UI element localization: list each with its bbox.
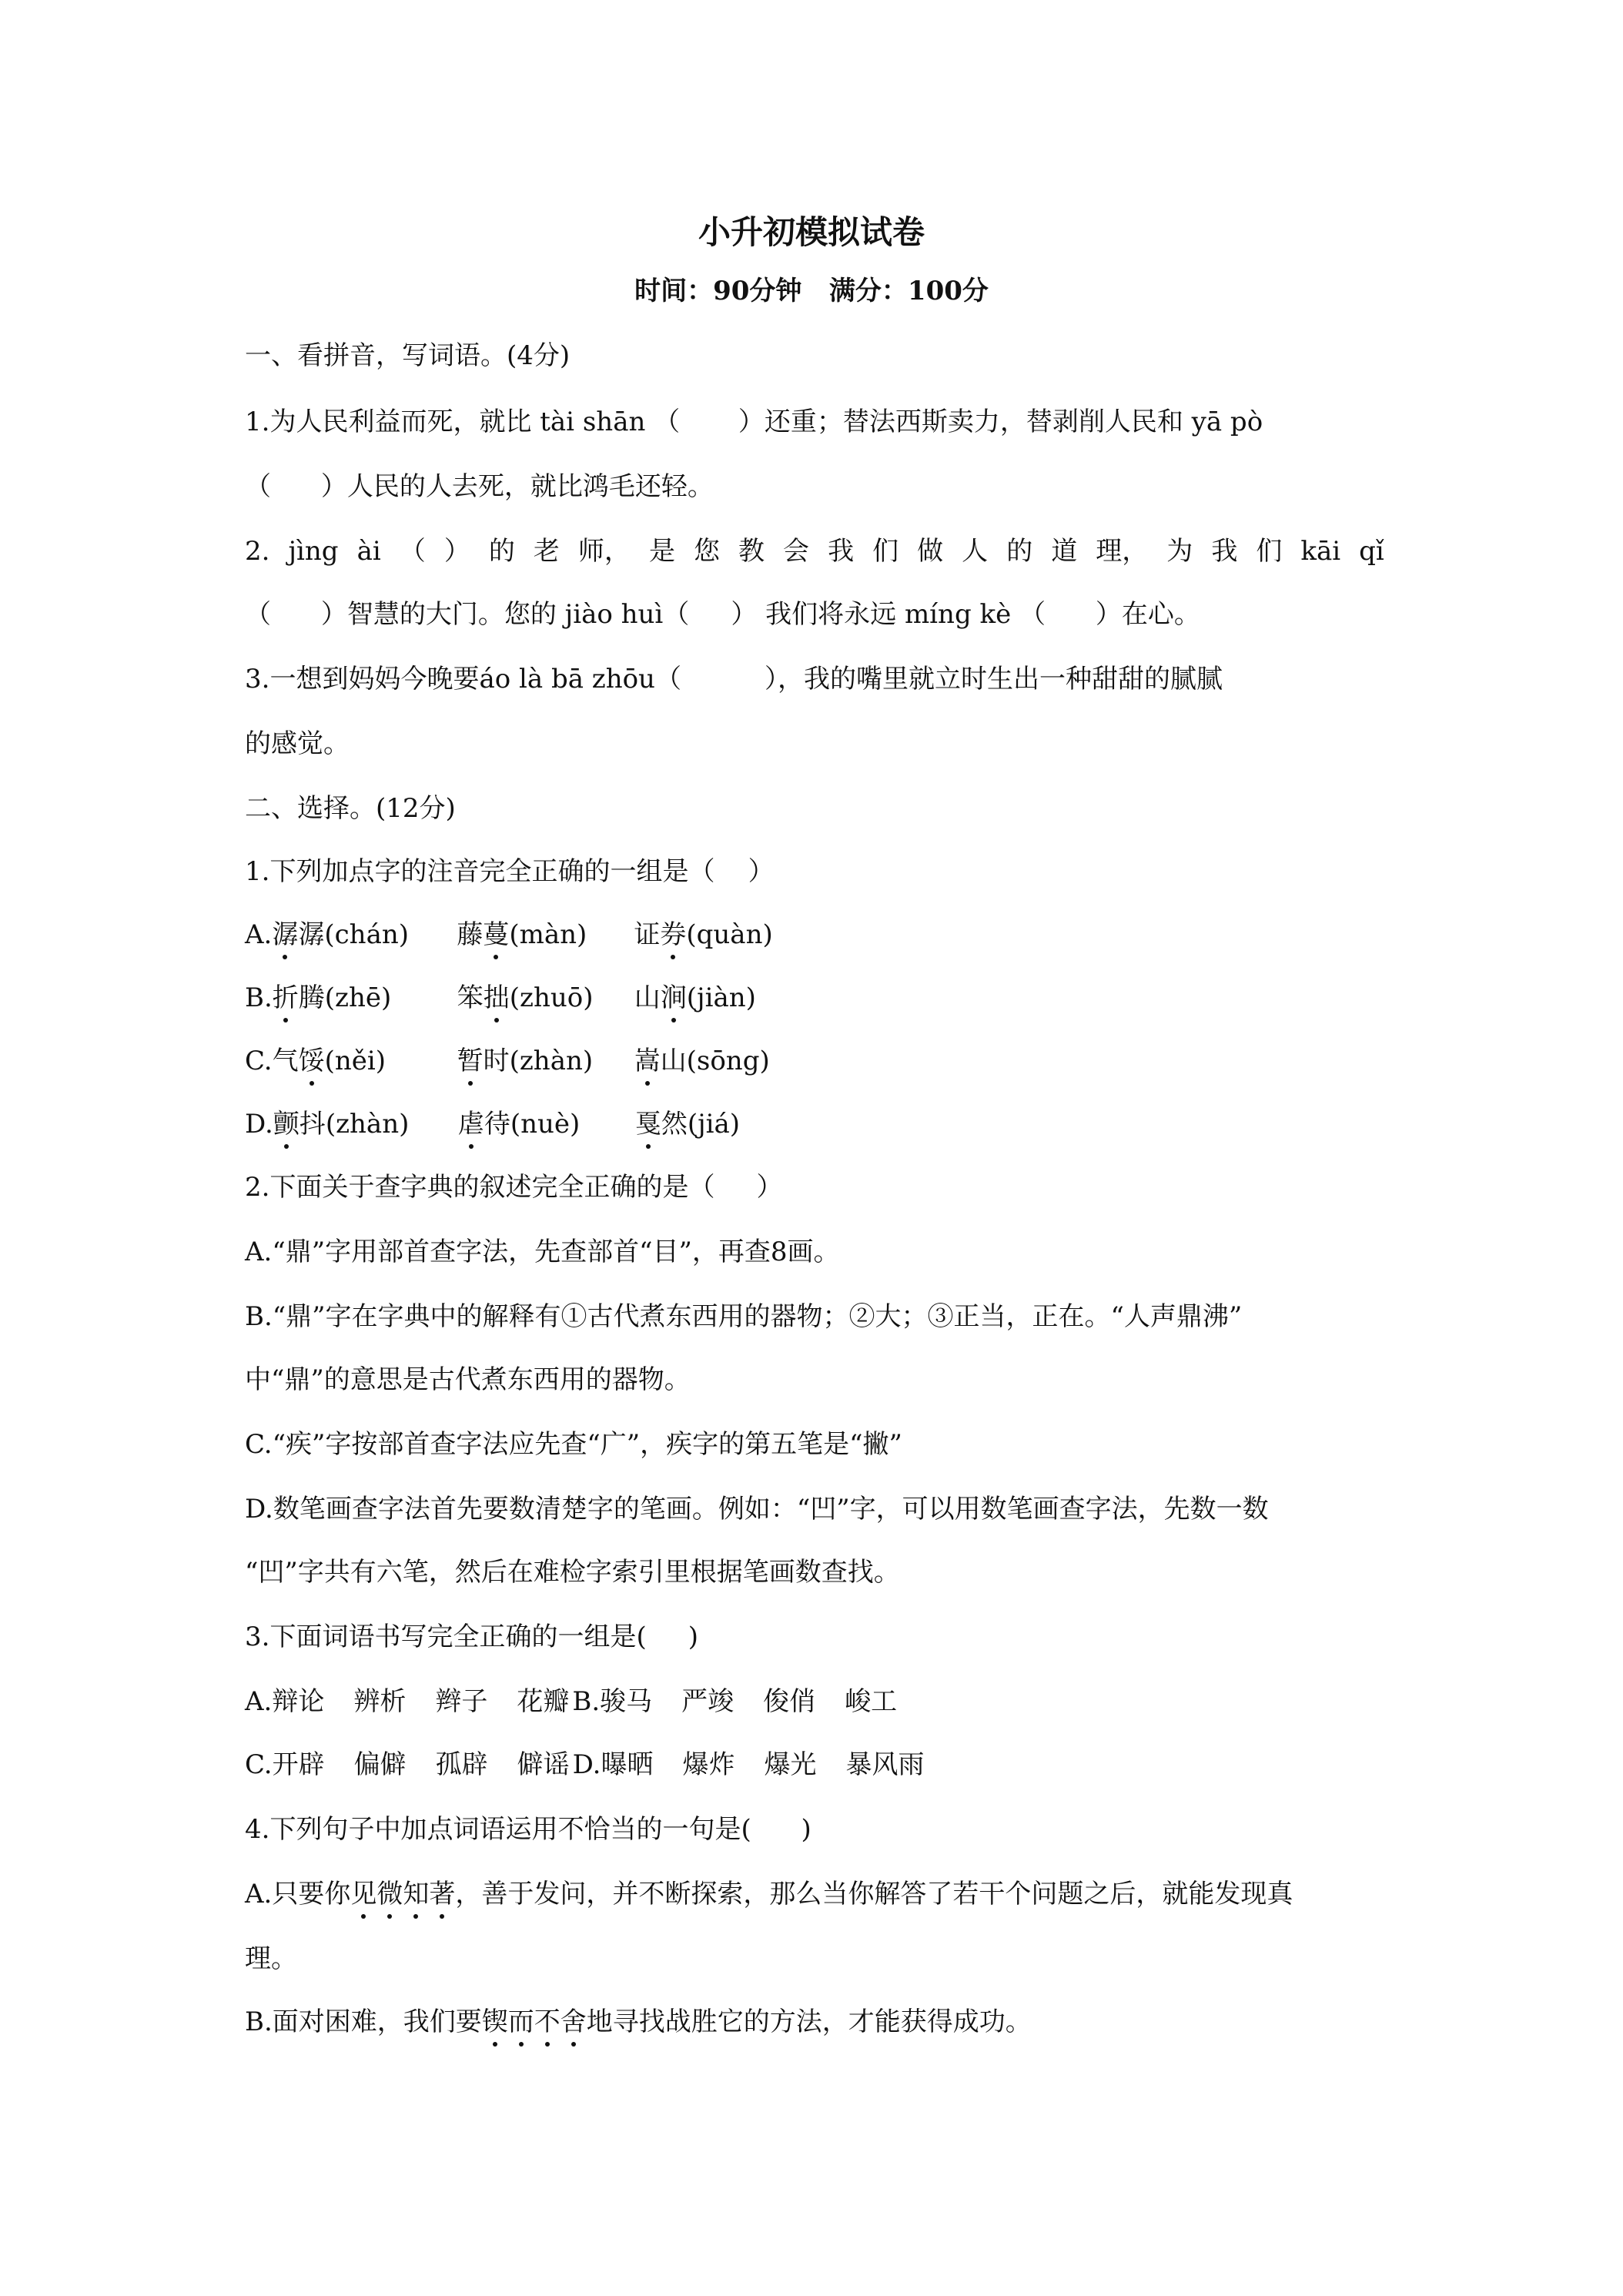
s1-q2-tok: 是 bbox=[648, 536, 675, 567]
s1-q2-line2: （ ）智慧的大门。您的 jiào huì（ ） 我们将永远 míng kè （ ）在心。 bbox=[245, 599, 1200, 630]
s1-q1-line2: （ ）人民的人去死，就比鸿毛还轻。 bbox=[245, 471, 714, 502]
word: C.开辟 bbox=[245, 1749, 325, 1780]
s2-q4-option-b: B.面对困难，我们要锲而不舍地寻找战胜它的方法，才能获得成功。 bbox=[245, 2006, 1032, 2037]
s1-q2-line1 bbox=[245, 534, 1384, 568]
option-label: D. bbox=[245, 1109, 273, 1140]
option-label: C. bbox=[245, 1046, 273, 1076]
s2-q1-option-b bbox=[245, 981, 1384, 1015]
s1-q2-tok: 们 bbox=[872, 536, 899, 567]
s1-q2-tok: 我 bbox=[828, 536, 855, 567]
section2-heading: 二、选择。(12分) bbox=[245, 793, 456, 824]
option-item: 戛然(jiá) bbox=[634, 1109, 741, 1140]
option-item: 证券(quàn) bbox=[634, 919, 773, 950]
s2-q2-stem: 2.下面关于查字典的叙述完全正确的是（ ） bbox=[245, 1172, 783, 1203]
option-item: 山涧(jiàn) bbox=[634, 982, 756, 1013]
s2-q4-stem: 4.下列句子中加点词语运用不恰当的一句是( ) bbox=[245, 1814, 812, 1845]
s2-q3-stem: 3.下面词语书写完全正确的一组是( ) bbox=[245, 1622, 699, 1652]
s2-q2-option-b-line2: 中“鼎”的意思是古代煮东西用的器物。 bbox=[245, 1364, 691, 1395]
s2-q3-row-cd bbox=[245, 1748, 1384, 1782]
exam-title: 小升初模拟试卷 bbox=[698, 213, 925, 251]
s1-q2-tok: 理， bbox=[1096, 536, 1149, 567]
s1-q2-tok: 会 bbox=[783, 536, 810, 567]
section1-heading: 一、看拼音，写词语。(4分) bbox=[245, 340, 571, 371]
s1-q2-tok: 我 bbox=[1211, 536, 1238, 567]
s1-q2-tok: 2. bbox=[245, 536, 270, 567]
word: 辨析 bbox=[353, 1686, 407, 1717]
word: 爆光 bbox=[764, 1749, 817, 1780]
s1-q1-line1: 1.为人民利益而死，就比 tài shān （ ）还重；替法西斯卖力，替剥削人民和 yā pò bbox=[245, 407, 1263, 437]
word: 爆炸 bbox=[682, 1749, 735, 1780]
s1-q2-tok: ） bbox=[443, 536, 470, 567]
s2-q2-option-d-line2: “凹”字共有六笔，然后在难检字索引里根据笔画数查找。 bbox=[245, 1557, 900, 1588]
s1-q2-tok: 做 bbox=[917, 536, 944, 567]
s1-q3-line1: 3.一想到妈妈今晚要áo là bā zhōu（ ），我的嘴里就立时生出一种甜甜的腻腻 bbox=[245, 664, 1223, 694]
option-item: 折腾(zhē) bbox=[272, 982, 392, 1013]
s1-q2-tok: qǐ bbox=[1359, 536, 1384, 567]
word: A.辩论 bbox=[245, 1686, 325, 1717]
s1-q2-tok: 教 bbox=[738, 536, 765, 567]
option-item: 藤蔓(màn) bbox=[457, 919, 587, 950]
s1-q2-tok: （ bbox=[399, 536, 426, 567]
option-label: B. bbox=[245, 982, 273, 1013]
word: 花瓣 bbox=[517, 1686, 570, 1717]
word: 孤辟 bbox=[435, 1749, 488, 1780]
s1-q3-line2: 的感觉。 bbox=[245, 728, 350, 759]
s2-q1-option-a bbox=[245, 918, 1384, 952]
s2-q2-option-a: A.“鼎”字用部首查字法，先查部首“目”，再查8画。 bbox=[245, 1237, 840, 1267]
s1-q2-tok: 为 bbox=[1166, 536, 1193, 567]
word: B.骏马 bbox=[572, 1686, 653, 1717]
s1-q2-tok: kāi bbox=[1300, 536, 1341, 567]
s2-q2-option-c: C.“疾”字按部首查字法应先查“广”，疾字的第五笔是“撇” bbox=[245, 1429, 902, 1460]
word: D.曝晒 bbox=[572, 1749, 654, 1780]
s1-q2-tok: 的 bbox=[1006, 536, 1033, 567]
option-item: 气馁(něi) bbox=[272, 1046, 387, 1076]
s2-q1-option-c bbox=[245, 1044, 1384, 1078]
word: 僻谣 bbox=[517, 1749, 570, 1780]
word: 辫子 bbox=[435, 1686, 488, 1717]
s1-q2-tok: 道 bbox=[1051, 536, 1078, 567]
s2-q4-option-a-line1: A.只要你见微知著，善于发问，并不断探索，那么当你解答了若干个问题之后，就能发现真 bbox=[245, 1879, 1293, 1909]
s1-q2-tok: 的 bbox=[488, 536, 515, 567]
s1-q2-tok: jìng bbox=[288, 536, 339, 567]
word: 俊俏 bbox=[763, 1686, 816, 1717]
s2-q1-option-d bbox=[245, 1107, 1384, 1141]
s1-q2-tok: 您 bbox=[693, 536, 720, 567]
s1-q2-tok: ài bbox=[356, 536, 381, 567]
word: 暴风雨 bbox=[845, 1749, 925, 1780]
word: 严竣 bbox=[681, 1686, 735, 1717]
s2-q2-option-b-line1: B.“鼎”字在字典中的解释有①古代煮东西用的器物；②大；③正当，正在。“人声鼎沸” bbox=[245, 1301, 1243, 1332]
s2-q4-option-a-line2: 理。 bbox=[245, 1943, 297, 1974]
option-item: 虐待(nuè) bbox=[457, 1109, 581, 1140]
s1-q2-tok: 老 bbox=[533, 536, 560, 567]
option-item: 嵩山(sōng) bbox=[634, 1046, 770, 1076]
s2-q2-option-d-line1: D.数笔画查字法首先要数清楚字的笔画。例如：“凹”字，可以用数笔画查字法，先数一数 bbox=[245, 1494, 1269, 1525]
s2-q1-stem: 1.下列加点字的注音完全正确的一组是（ ） bbox=[245, 856, 775, 887]
s1-q2-tok: 师， bbox=[577, 536, 631, 567]
s1-q2-tok: 们 bbox=[1256, 536, 1283, 567]
option-item: 暂时(zhàn) bbox=[457, 1046, 594, 1076]
word: 偏僻 bbox=[353, 1749, 407, 1780]
s2-q3-row-ab bbox=[245, 1685, 1384, 1719]
option-item: 颤抖(zhàn) bbox=[273, 1109, 410, 1140]
option-item: 潺潺(chán) bbox=[272, 919, 410, 950]
option-label: A. bbox=[245, 919, 273, 950]
s1-q2-tok: 人 bbox=[962, 536, 989, 567]
word: 峻工 bbox=[845, 1686, 898, 1717]
option-item: 笨拙(zhuō) bbox=[457, 982, 594, 1013]
exam-subtitle: 时间：90分钟 满分：100分 bbox=[634, 276, 989, 306]
